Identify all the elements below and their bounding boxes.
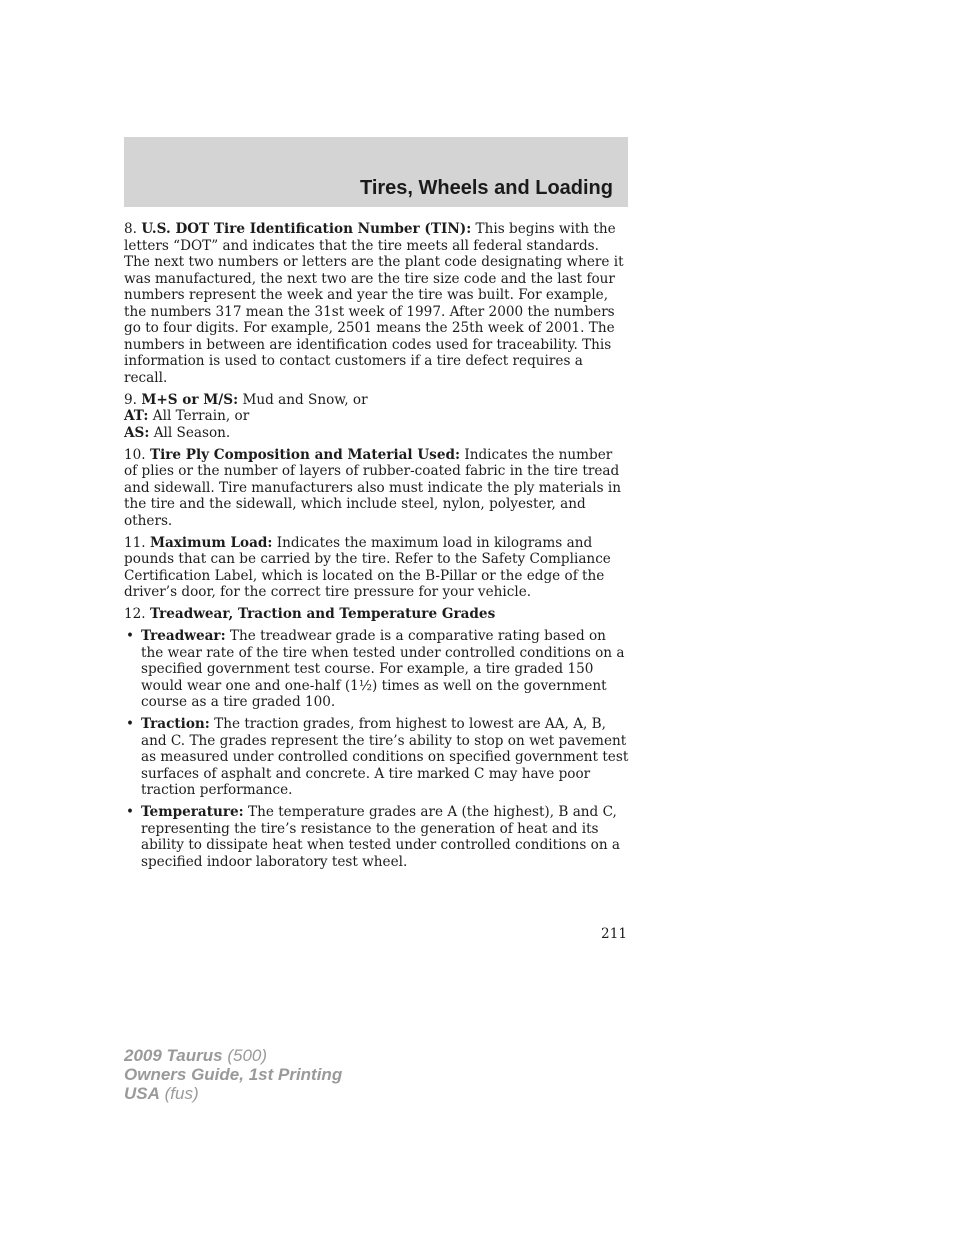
section-header-bar (124, 137, 628, 207)
bullet-temperature-text: The temperature grades are A (the highest), B and C, representing the tire’s resistance to the generation of heat and its ability to dissipate heat when tested under controlled conditions on a specified indoor laboratory test wheel. (141, 804, 621, 870)
bullet-treadwear-text: The treadwear grade is a comparative rating based on the wear rate of the tire when tested under controlled conditions on a specified government test course. For example, a tire graded 150 would wear one and one-half (1½) times as well on the government course as a tire graded 100. (141, 628, 625, 710)
page-content (124, 221, 629, 876)
item-8-text: This begins with the letters “DOT” and indicates that the tire meets all federal standards. The next two numbers or letters are the plant code designating where it was manufactured, the next two are the tire size code and the last four numbers represent the week and year the tire was built. For example, the numbers 317 mean the 31st week of 1997. After 2000 the numbers go to four digits. For example, 2501 means the 25th week of 2001. The numbers in between are identification codes used for traceability. This information is used to contact customers if a tire defect requires a recall. (124, 221, 624, 386)
item-9-line3-label: AS: (124, 424, 150, 441)
bullet-traction (124, 716, 629, 799)
footer-line-2 (124, 1065, 342, 1084)
bullet-temperature-label: Temperature: (141, 804, 244, 820)
footer-model-code: (500) (227, 1046, 268, 1065)
item-9-number: 9. (124, 391, 137, 408)
bullet-traction-label: Traction: (141, 716, 210, 732)
item-8-number: 8. (124, 221, 137, 237)
footer-model: 2009 Taurus (124, 1046, 223, 1065)
bullet-temperature (124, 804, 629, 870)
item-11 (124, 535, 629, 601)
bullet-icon: • (126, 804, 135, 820)
bullet-treadwear (124, 628, 629, 711)
item-9-line1-label: M+S or M/S: (141, 391, 239, 408)
footer-market-code: (fus) (164, 1084, 199, 1103)
item-9-line2-text: All Terrain, or (152, 408, 250, 424)
bullet-icon: • (126, 628, 135, 644)
grades-bullet-list (124, 628, 629, 870)
bullet-icon: • (126, 716, 135, 732)
footer-line-3 (124, 1084, 342, 1103)
bullet-treadwear-label: Treadwear: (141, 628, 226, 644)
item-9-line1-text: Mud and Snow, or (242, 391, 368, 408)
item-12-number: 12. (124, 606, 146, 622)
section-title: Tires, Wheels and Loading (359, 177, 613, 199)
item-10-text: Indicates the number of plies or the number of layers of rubber-coated fabric in the tire tread and sidewall. Tire manufacturers also must indicate the ply materials in the tire and the sidewall, which include steel, nylon, polyester, and others. (124, 446, 621, 529)
item-10-number: 10. (124, 446, 146, 463)
item-10-label: Tire Ply Composition and Material Used: (149, 446, 461, 463)
item-10 (124, 447, 629, 530)
document-footer (124, 1046, 342, 1103)
item-11-text: Indicates the maximum load in kilograms and pounds that can be carried by the tire. Refer to the Safety Compliance Certification Label, which is located on the B-Pillar or the edge of the driver’s door, for the correct tire pressure for your vehicle. (124, 534, 611, 600)
item-12-label: Treadwear, Traction and Temperature Grades (149, 606, 496, 622)
bullet-traction-text: The traction grades, from highest to lowest are AA, A, B, and C. The grades represent the tire’s ability to stop on wet pavement as measured under controlled conditions on specified government test surfaces of asphalt and concrete. A tire marked C may have poor traction performance. (141, 716, 629, 798)
item-8-label: U.S. DOT Tire Identification Number (TIN): (141, 221, 472, 237)
page-number: 211 (601, 926, 627, 942)
footer-line-1 (124, 1046, 342, 1065)
item-9-line2-label: AT: (124, 408, 149, 424)
item-9-line3-text: All Season. (153, 424, 231, 441)
footer-market: USA (124, 1084, 160, 1103)
item-11-label: Maximum Load: (149, 534, 273, 551)
item-8 (124, 221, 629, 386)
item-11-number: 11. (124, 534, 146, 551)
item-9 (124, 392, 629, 442)
footer-guide-edition: Owners Guide, 1st Printing (124, 1065, 343, 1084)
item-12 (124, 606, 629, 623)
